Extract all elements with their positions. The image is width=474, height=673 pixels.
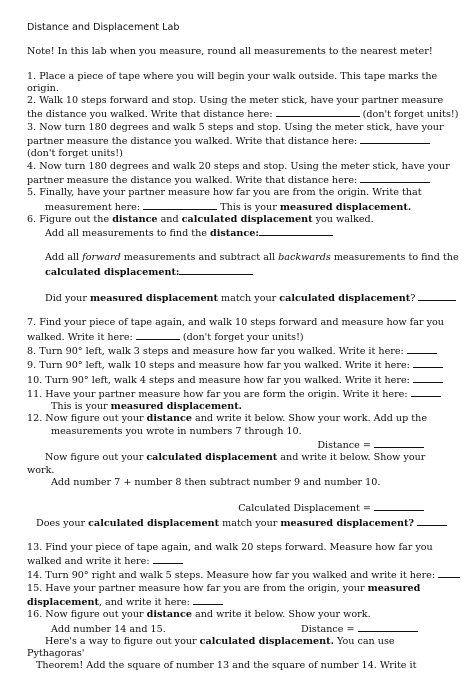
step-7-line-1: 7. Find your piece of tape again, and walk 10 steps forward and measure how far you (27, 317, 444, 329)
step-14: 14. Turn 90° right and walk 5 steps. Measure how far you walked and write it here: (27, 568, 460, 582)
answer-blank-15[interactable] (193, 595, 223, 605)
step-10: 10. Turn 90° left, walk 4 steps and measure how far you walked. Write it here: (27, 373, 460, 387)
calculated-result-12: Calculated Displacement = (27, 501, 460, 515)
distance-blank-16[interactable] (358, 622, 418, 632)
step-12-calc-instruction: Add number 7 + number 8 then subtract number 9 and number 10. (51, 476, 381, 488)
distance-result-12: Distance = (27, 438, 460, 452)
answer-blank-9[interactable] (413, 358, 443, 368)
step-1-line-2: origin. (27, 82, 59, 94)
step-6-forward-line: Add all forward measurements and subtract all backwards measurements to find the (45, 252, 459, 264)
step-3-line-1: 3. Now turn 180 degrees and walk 5 steps and stop. Using the meter stick, have your (27, 121, 444, 133)
calculated-blank-12[interactable] (374, 501, 424, 511)
step-2-line-2: the distance you walked. Write that distance here: (don't forget units!) (27, 109, 459, 121)
step-4-line-2: partner measure the distance you walked. Write that distance here: (27, 173, 460, 187)
step-6-line-1: 6. Figure out the distance and calculated displacement you walked. (27, 213, 374, 225)
distance-blank-6[interactable] (259, 226, 333, 236)
step-13-line-2: walked and write it here: (27, 554, 460, 568)
step-16-line-4: Pythagoras' (27, 648, 85, 660)
page-title: Distance and Displacement Lab (27, 22, 180, 33)
step-6-match-question: Did your measured displacement match your calculated displacement? (27, 291, 460, 305)
answer-blank-13[interactable] (153, 554, 183, 564)
answer-blank-14[interactable] (438, 568, 460, 578)
step-2-line-1: 2. Walk 10 steps forward and stop. Using the meter stick, have your partner measure (27, 95, 444, 107)
step-11-line-2: This is your measured displacement. (51, 401, 242, 413)
step-12-line-2: measurements you wrote in numbers 7 through 10. (51, 425, 302, 437)
answer-blank-5[interactable] (143, 200, 217, 210)
step-9: 9. Turn 90° left, walk 10 steps and measure how far you walked. Write it here: (27, 358, 460, 372)
step-7-line-2: walked. Write it here: (don't forget your units!) (27, 331, 304, 343)
step-15-line-2: displacement, and write it here: (27, 595, 460, 609)
step-5-line-2: measurement here: This is your measured displacement. (45, 201, 412, 213)
answer-blank-7[interactable] (136, 330, 180, 340)
answer-blank-2[interactable] (276, 107, 360, 117)
step-6-distance: Add all measurements to find the distance: (27, 226, 460, 240)
calculated-blank-6[interactable] (179, 265, 253, 275)
step-1-line-1: 1. Place a piece of tape where you will begin your walk outside. This tape marks the (27, 70, 438, 82)
step-4-line-1: 4. Now turn 180 degrees and walk 20 steps and stop. Using the meter stick, have your (27, 160, 450, 172)
step-16-line-2: Add number 14 and 15. Distance = (27, 622, 460, 636)
answer-blank-3[interactable] (360, 134, 430, 144)
step-13-line-1: 13. Find your piece of tape again, and walk 20 steps forward. Measure how far you (27, 541, 433, 553)
step-12-line-1: 12. Now figure out your distance and write it below. Show your work. Add up the (27, 413, 428, 425)
step-3-line-3: (don't forget units!) (27, 148, 123, 160)
step-16-line-5: Theorem! Add the square of number 13 and the square of number 14. Write it (36, 660, 417, 672)
answer-blank-8[interactable] (407, 344, 437, 354)
step-12-calc-line-1: Now figure out your calculated displacement and write it below. Show your (45, 452, 426, 464)
step-11-line-1: 11. Have your partner measure how far you are form the origin. Write it here: (27, 387, 460, 401)
step-8: 8. Turn 90° left, walk 3 steps and measure how far you walked. Write it here: (27, 344, 460, 358)
note-text: Note! In this lab when you measure, round all measurements to the nearest meter! (27, 46, 433, 58)
match-blank-6[interactable] (418, 291, 456, 301)
distance-blank-12[interactable] (374, 438, 424, 448)
step-12-match-question: Does your calculated displacement match your measured displacement? (27, 516, 460, 530)
answer-blank-11[interactable] (411, 387, 441, 397)
step-16-line-1: 16. Now figure out your distance and write it below. Show your work. (27, 609, 371, 621)
step-16-line-3: Here's a way to figure out your calculated displacement. You can use (45, 635, 395, 647)
answer-blank-10[interactable] (413, 373, 443, 383)
step-12-calc-line-2: work. (27, 464, 55, 476)
step-5-line-1: 5. Finally, have your partner measure how far you are from the origin. Write that (27, 187, 422, 199)
step-6-calculated: calculated displacement: (27, 265, 460, 279)
answer-blank-4[interactable] (360, 173, 430, 183)
step-15-line-1: 15. Have your partner measure how far you are from the origin, your measured (27, 582, 421, 594)
match-blank-12[interactable] (417, 516, 447, 526)
step-3-line-2: partner measure the distance you walked. Write that distance here: (27, 134, 460, 148)
